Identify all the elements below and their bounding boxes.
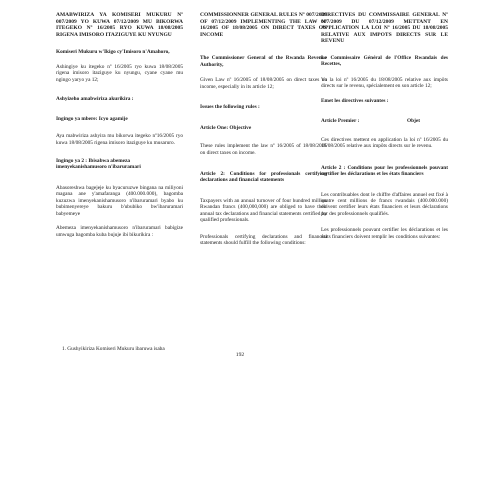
list-item-1-kinyarwanda: 1. Gushyikiriza Komiseri Mukuru ibaruwa isaba [62, 346, 165, 352]
article1-title-english: Article One: Objective [200, 124, 252, 131]
article2-body2-french: Les professionnels pouvant certifier les déclarations et les états financiers doivent remplir les conditions suivantes: [321, 227, 448, 240]
issues-kinyarwanda: Ashyizeho amabwiriza akurikira : [56, 96, 134, 103]
issues-english: Issues the following rules : [200, 104, 260, 111]
authority-english: The Commissioner General of the Rwanda Revenue Authority, [200, 55, 327, 68]
article2-title-english: Article 2: Conditions for professionals certifying declarations and financial statements [200, 171, 327, 184]
article2-title-kinyarwanda-line2: imenyekanishamusoro n'ibaruramari [56, 164, 141, 171]
authority-french: Le Commissaire Général de l'Office Rwandais des Recettes, [321, 54, 448, 68]
column-kinyarwanda [56, 12, 183, 238]
column-french [321, 12, 448, 240]
article2-title-kinyarwanda: Ingingo ya 2 : Ibisabwa abemeza [56, 158, 131, 164]
article2-body1-kinyarwanda: Abasoreshwa bagejeje ku byacuruzwe bingana na miliyoni magana ane y'amafaranga (400.000.000), bagomba kuzuzwa imenyekanishamusoro n'ibaruramari byabo ku bubimenyereye bakuru b'ububiko bw'ibaruramari babyemeye [56, 184, 183, 217]
legal-basis-french: Vu la loi nº 16/2005 du 18/08/2005 relative aux impôts directs sur le revenu, spécialement en son article 12; [321, 76, 448, 90]
issues-french: Emet les directives suivantes : [321, 97, 389, 104]
article1-title-kinyarwanda: Ingingo ya mbere: Icyo agamije [56, 115, 128, 122]
authority-kinyarwanda: Komiseri Mukuru w'Ikigo cy'Imisoro n'Amahoro, [56, 49, 170, 56]
page-number: 192 [235, 352, 245, 358]
article2-body1-english: Taxpayers with an annual turnover of four hundred million Rwandan francs (400,000,000) are obliged to have their annual tax declarations and financial statements certified by qualified professionals. [200, 197, 327, 224]
heading-french: DIRECTIVES DU COMMISSAIRE GENERAL Nº 007/2009 DU 07/12/2009 METTANT EN APPLICATION LA LOI Nº 16/2005 DU 18/08/2005 RELATIVE AUX IMPOTS DIRECTS SUR LE REVENU [321, 12, 448, 45]
article1-title-french: Article Premier : Objet [321, 118, 420, 125]
legal-basis-kinyarwanda: Ashingiye ku itegeko nº 16/2005 ryo kuwa 18/08/2005 rigena imisoro itaziguye ku nyungu, cyane cyane mu ngingo yaryo ya 12; [56, 63, 183, 83]
column-english [200, 12, 327, 247]
article1-body-english: These rules implement the law nº 16/2005 of 18/08/2005 on direct taxes on income. [200, 143, 327, 156]
heading-kinyarwanda: AMABWIRIZA YA KOMISERI MUKURU Nº 007/2009 YO KUWA 07/12/2009 MU BIKORWA ITEGEKO Nº 16/2005 RYO KUWA 18/08/2005 RIGENA IMISORO ITAZIGUYE KU NYUNGU [56, 12, 183, 38]
article2-body2-kinyarwanda: Abemeza imenyekanishamusoro n'ibaruramari babigize umwuga bagomba kuba bujuje ibi bikurikira : [56, 225, 183, 238]
article2-title-french: Article 2 : Conditions pour les professionnels pouvant certifier les déclarations et les états financiers [321, 164, 448, 178]
article1-body-kinyarwanda: Aya mabwiriza ashyira mu bikorwa itegeko nº16/2005 ryo kuwa 18/08/2005 rigena imisoro itaziguye ku musaruro. [56, 133, 183, 146]
legal-basis-english: Given Law nº 16/2005 of 18/08/2005 on direct taxes on income, especially in its article 12; [200, 77, 327, 90]
article1-body-french: Ces directives mettent en application la loi nº 16/2005 du 18/08/2005 relative aux impôts directs sur le revenu. [321, 136, 448, 150]
article2-body2-english: Professionals certifying declarations and financial statements should fulfill the following conditions: [200, 233, 327, 247]
article2-body1-french: Les contribuables dont le chiffre d'affaires annuel est fixé à quatre cent millions de francs rwandais (400.000.000) doivent certifier leurs états financiers et leurs déclarations par des professionnels qualifiés. [321, 191, 448, 217]
heading-english: COMMISSIONNER GENERAL RULES Nº 007/2009 OF 07/12/2009 IMPLEMENTING THE LAW Nº 16/2005 OF 18/08/2005 ON DIRECT TAXES ON INCOME [200, 12, 327, 38]
